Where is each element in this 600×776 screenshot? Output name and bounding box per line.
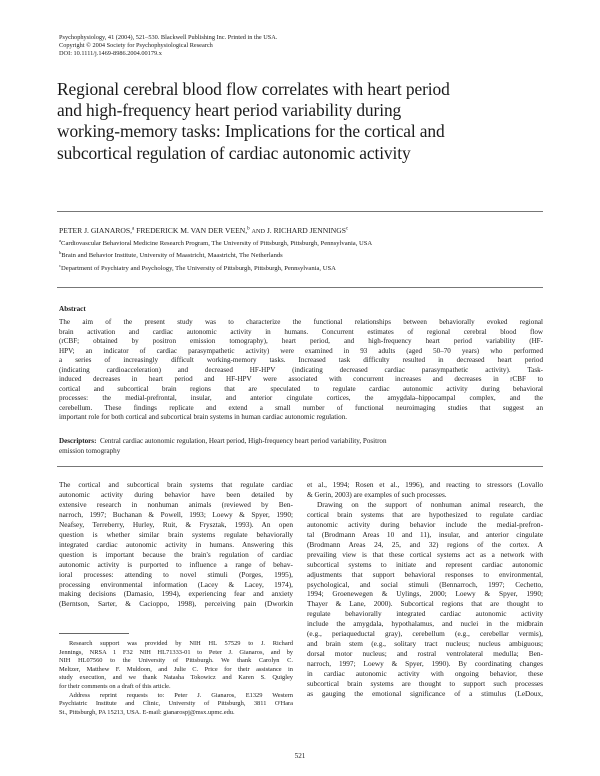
footnote-line: NIH HL07560 to the University of Pittsburgh. We thank Carolyn C. — [59, 657, 293, 665]
affiliation-mark: b — [59, 250, 62, 256]
abstract-line: (rCBF; obtained by positron emission tomography), heart period, and high-frequency heart period variability (HF- — [59, 337, 543, 346]
affiliation-line — [59, 248, 372, 260]
affiliation-text: Department of Psychiatry and Psychology, The University of Pittsburgh, Pittsburgh, Pennsylvania, USA — [61, 264, 336, 272]
affiliation-mark: a — [59, 238, 62, 243]
body-line: narroch, 1997; Loewy & Spyer, 1990). By coordinating changes — [307, 659, 543, 669]
body-line: question is important because the brain's regulation of cardiac — [59, 549, 293, 559]
title-divider — [57, 211, 543, 212]
body-line: question is whether similar brain systems regulate behaviorally — [59, 529, 293, 539]
body-line: psychological, and social stimuli (Bennarroch, 1997; Cechetto, — [307, 579, 543, 589]
title-line: subcortical regulation of cardiac autonomic activity — [57, 142, 411, 163]
author-affiliation-mark: c — [345, 226, 349, 232]
footnote-line: St., Pittsburgh, PA 15213, USA. E-mail: gianarospj@msx.upmc.edu. — [59, 708, 235, 716]
abstract-line: induced decreases in heart period and HF-HPV were associated with concurrent increases and decreases in rCBF to — [59, 375, 543, 384]
page-number: 521 — [294, 752, 306, 760]
body-line: adjustments that support behavioral responses to environmental, — [307, 569, 543, 579]
body-line: subcortical systems to initiate and represent cardiac autonomic — [307, 559, 543, 569]
left-column — [59, 480, 293, 609]
author-name: FREDERICK M. VAN DER VEEN, — [136, 226, 248, 235]
body-line: prevailing view is that these cortical systems act as a network with — [307, 549, 543, 559]
footnote-divider — [59, 633, 129, 634]
body-line: (Berntson, Sarter, & Cacioppo, 1998), perceiving pain (Dworkin — [59, 599, 293, 609]
footnote-line: Research support was provided by NIH HL 57529 to J. Richard — [69, 640, 293, 647]
footnote-line: for their comments on a draft of this article. — [59, 682, 171, 690]
body-line: autonomic activity during behavior include the medial-prefron- — [307, 519, 543, 529]
body-line: subcortical brain systems are thought to support such processes — [307, 679, 543, 689]
abstract-body — [59, 318, 543, 423]
copyright-line: Copyright © 2004 Society for Psychophysiological Research — [59, 42, 213, 50]
abstract-line: cortical and subcortical brain regions that are speculated to regulate cardiac autonomic activity during behavioral — [59, 384, 543, 393]
footnote-line: Meltzer, Matthew F. Muldoon, and Julie C. Price for their assistance in — [59, 665, 293, 673]
abstract-line: important role for both cortical and subcortical brain systems in human cardiac autonomic regulation. — [59, 413, 347, 422]
author-name: PETER J. GIANAROS, — [59, 226, 132, 235]
abstract-line: HPV; an indicator of cardiac parasympathetic activity) were examined in 93 adults (aged 50–70 years) who performed — [59, 346, 543, 355]
abstract-heading: Abstract — [59, 305, 86, 313]
abstract-line: a series of increasingly difficult working-memory tasks. Increased task difficulty resulted in decreased heart period — [59, 356, 543, 365]
body-line: in cardiac autonomic activity with ongoing behavior, these — [307, 669, 543, 679]
descriptors-line — [59, 437, 543, 447]
body-line: as gauging the emotional significance of a stimulus (LeDoux, — [307, 689, 543, 699]
abstract-line: (indicating cardioacceleration) and decreased HF-HPV (indicating decreased cardiac parasympathetic activity). Task- — [59, 365, 543, 374]
body-line: autonomic activity is purported to influence a range of behav- — [59, 559, 293, 569]
body-line: dorsal motor nucleus; and rostral ventrolateral medulla; Ben- — [307, 649, 543, 659]
footnotes — [59, 640, 293, 717]
body-line: making decisions (Damasio, 1994), experiencing fear and anxiety — [59, 589, 293, 599]
descriptors-label: Descriptors: — [59, 437, 97, 445]
affiliation-line — [59, 261, 372, 273]
footnote-line: study execution, and we thank Natasha Tokowicz and Karen S. Quigley — [59, 674, 293, 682]
footnote-line: Jennings, NRSA 1 F32 NIH HL71333-01 to Peter J. Gianaros, and by — [59, 648, 293, 656]
body-line: (e.g., periaqueductal gray), cerebellum (e.g., cerebellar vermis), — [307, 629, 543, 639]
body-line: integrated cardiac autonomic activity in humans. Answering this — [59, 539, 293, 549]
body-line: & Gerin, 2003) are examples of such processes. — [307, 489, 447, 499]
descriptors — [59, 437, 543, 456]
right-column — [307, 480, 543, 699]
body-line: include the amygdala, hypothalamus, and nuclei in the midbrain — [307, 619, 543, 629]
author-affiliation-mark: a — [132, 226, 135, 232]
title-line: Regional cerebral blood flow correlates with heart period — [57, 79, 450, 99]
body-line: Drawing on the support of nonhuman animal research, the — [317, 499, 543, 509]
journal-header — [59, 34, 277, 59]
author-list — [59, 226, 348, 235]
abstract-line: brain activation and cardiac autonomic activity in humans. Concurrent estimates of regional cerebral blood flow — [59, 327, 543, 336]
body-line: cortical brain systems that are hypothesized to regulate cardiac — [307, 509, 543, 519]
descriptors-line: emission tomography — [59, 446, 121, 455]
body-line: (Brodmann Areas 24, 25, and 32) regions of the cortex. A — [307, 539, 543, 549]
author-name: J. RICHARD JENNINGS — [266, 226, 346, 235]
body-line: Thayer & Lane, 2000). Subcortical regions that are thought to — [307, 599, 543, 609]
abstract-divider — [57, 466, 543, 467]
affiliation-mark: c — [59, 262, 62, 268]
body-line: regulate behaviorally integrated cardiac autonomic activity — [307, 609, 543, 619]
affiliation-text: Cardiovascular Behavioral Medicine Research Program, The University of Pittsburgh, Pittsburgh, Pennsylvania, USA — [61, 240, 373, 248]
affiliations — [59, 236, 372, 273]
body-line: and brain stem (e.g., solitary tract nucleus; nucleus ambiguous; — [307, 639, 543, 649]
journal-citation: Psychophysiology, 41 (2004), 521–530. Blackwell Publishing Inc. Printed in the USA. — [59, 34, 278, 41]
abstract-line: cerebellum. These findings replicate and extend a small number of functional neuroimaging studies that suggest an — [59, 403, 543, 412]
doi-line: DOI: 10.1111/j.1469-8986.2004.00179.x — [59, 50, 162, 58]
affiliation-divider — [57, 287, 543, 288]
descriptors-text: Central cardiac autonomic regulation, Heart period, High-frequency heart period variability, Positron — [99, 437, 387, 445]
body-line: 1994; Groenewegen & Uylings, 2000; Loewy & Spyer, 1990; — [307, 589, 543, 599]
body-line: extensive research in nonhuman animals (reviewed by Ben- — [59, 499, 293, 509]
article-title — [57, 79, 547, 164]
affiliation-text: Brain and Behavior Institute, University of Maastricht, Maastricht, The Netherlands — [61, 252, 283, 260]
title-line: working-memory tasks: Implications for the cortical and — [57, 121, 445, 142]
abstract-line: The aim of the present study was to characterize the functional relationships between behaviorally evoked regional — [59, 318, 543, 326]
footnote-line: Address reprint requests to: Peter J. Gianaros, E1329 Western — [69, 691, 293, 699]
body-line: The cortical and subcortical brain systems that regulate cardiac — [59, 480, 293, 489]
body-line: Neafsey, Terreberry, Hurley, Ruit, & Frysztak, 1993). An open — [59, 519, 293, 529]
body-line: autonomic activity during behavior have been detailed by — [59, 489, 293, 499]
body-line: tal (Brodmann Areas 10 and 11), insular, and anterior cingulate — [307, 529, 543, 539]
author-affiliation-mark: b — [247, 226, 250, 232]
author-conjunction: AND — [251, 228, 265, 235]
body-line: processing environmental information (Lacey & Lacey, 1974), — [59, 579, 293, 589]
footnote-line: Psychiatric Institute and Clinic, University of Pittsburgh, 3811 O'Hara — [59, 700, 293, 708]
title-line: and high-frequency heart period variability during — [57, 100, 402, 121]
abstract-line: processes: the medial-prefrontal, insular, and anterior cingulate cortices, the amygdala–hippocampal complex, and the — [59, 394, 543, 403]
body-line: narroch, 1997; Buchanan & Powell, 1993; Loewy & Spyer, 1990; — [59, 509, 293, 519]
body-line: et al., 1994; Rosen et al., 1996), and reacting to stressors (Lovallo — [307, 480, 543, 489]
body-line: ioral processes: attending to novel stimuli (Porges, 1995), — [59, 569, 293, 579]
affiliation-line — [59, 236, 372, 248]
